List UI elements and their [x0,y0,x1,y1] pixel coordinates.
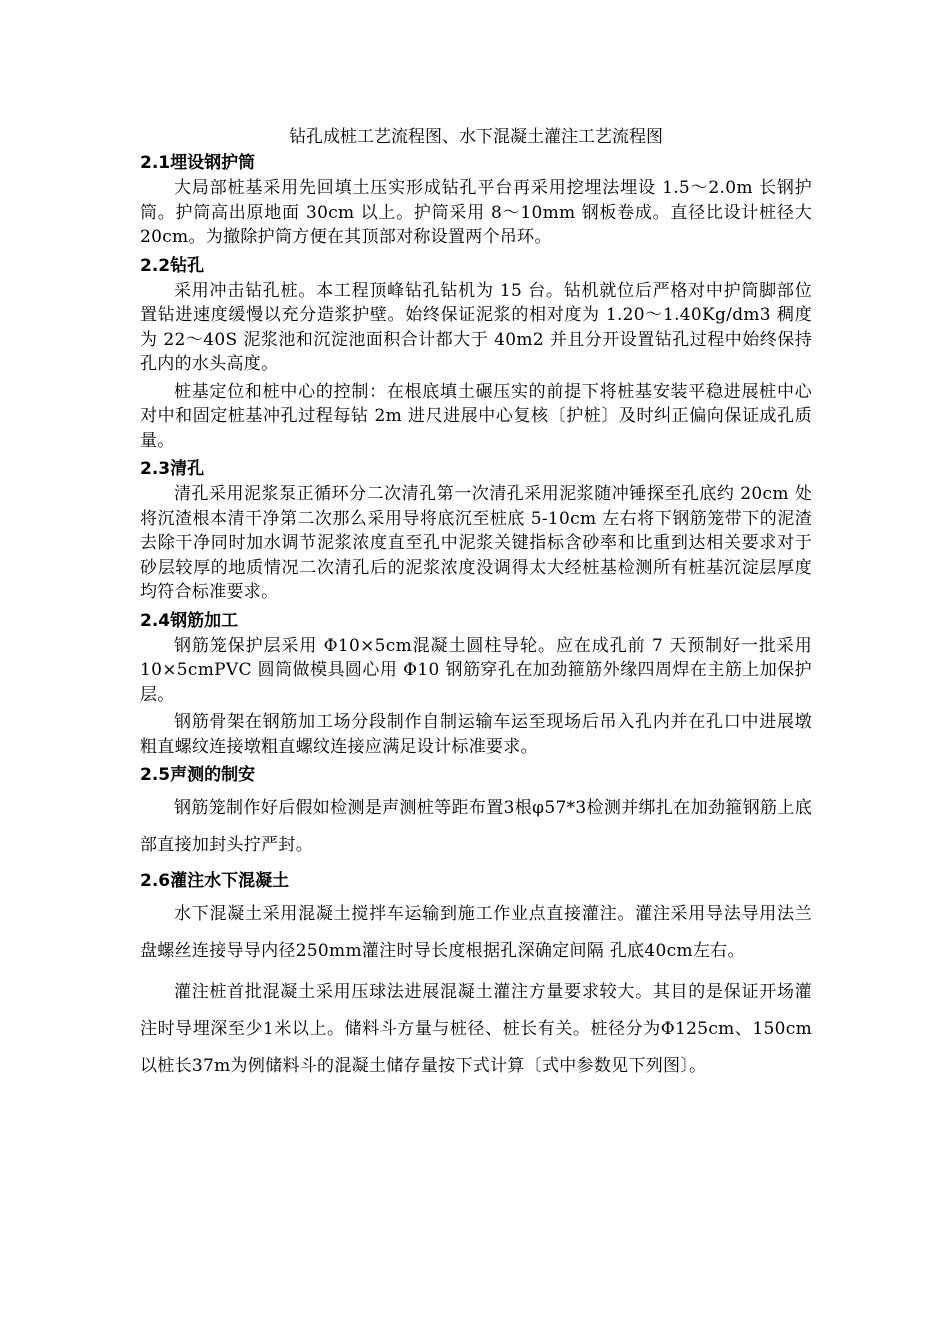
paragraph-2-1-1: 大局部桩基采用先回填土压实形成钻孔平台再采用挖埋法埋设 1.5～2.0m 长钢护筒。护筒高出原地面 30cm 以上。护筒采用 8～10mm 钢板卷成。直径比设计桩径大 20cm。为撤除护筒方便在其顶部对称设置两个吊环。 [140,178,812,247]
paragraph-2-5-1: 钢筋笼制作好后假如检测是声测桩等距布置3根φ57*3检测并绑扎在加劲箍钢筋上底部直接加封头拧严封。 [140,798,812,855]
document-title: 钻孔成桩工艺流程图、水下混凝土灌注工艺流程图 [289,127,663,147]
paragraph-2-6-2: 灌注桩首批混凝土采用压球法进展混凝土灌注方量要求较大。其目的是保证开场灌注时导埋深至少1米以上。储料斗方量与桩径、桩长有关。桩径分为Φ125cm、150cm以桩长37m为例储料斗的混凝土储存量按下式计算〔式中参数见下列图〕。 [140,982,812,1076]
section-heading-2-1: 2.1埋设钢护筒 [140,153,256,173]
section-heading-2-6: 2.6灌注水下混凝土 [140,871,290,891]
paragraph-2-4-2: 钢筋骨架在钢筋加工场分段制作自制运输车运至现场后吊入孔内并在孔口中进展墩粗直螺纹连接墩粗直螺纹连接应满足设计标准要求。 [140,712,812,757]
paragraph-2-3-1: 清孔采用泥浆泵正循环分二次清孔第一次清孔采用泥浆随冲锤探至孔底约 20cm 处将沉渣根本清干净第二次那么采用导将底沉至桩底 5-10cm 左右将下钢筋笼带下的泥渣去除干净同时加水调节泥浆浓度直至孔中泥浆关键指标含砂率和比重到达相关要求对于砂层较厚的地质情况二次清孔后的泥浆浓度没调得太大经桩基检测所有桩基沉淀层厚度均符合标准要求。 [140,484,812,602]
document-page [140,124,812,1089]
paragraph-2-2-1: 采用冲击钻孔桩。本工程顶峰钻孔钻机为 15 台。钻机就位后严格对中护筒脚部位置钻进速度缓慢以充分造浆护壁。始终保证泥浆的相对度为 1.20～1.40Kg/dm3 稠度为 22～40S 泥浆池和沉淀池面积合计都大于 40m2 并且分开设置钻孔过程中始终保持孔内的水头高度。 [140,280,812,374]
section-heading-2-3: 2.3清孔 [140,459,205,479]
paragraph-2-6-1: 水下混凝土采用混凝土搅拌车运输到施工作业点直接灌注。灌注采用导法导用法兰盘螺丝连接导导内径250mm灌注时导长度根据孔深确定间隔 孔底40cm左右。 [140,904,812,961]
paragraph-2-2-2: 桩基定位和桩中心的控制：在根底填土碾压实的前提下将桩基安装平稳进展桩中心对中和固定桩基冲孔过程每钻 2m 进尺进展中心复核〔护桩〕及时纠正偏向保证成孔质量。 [140,381,812,451]
section-heading-2-5: 2.5声测的制安 [140,765,256,785]
section-heading-2-4: 2.4钢筋加工 [140,610,239,631]
paragraph-2-4-1: 钢筋笼保护层采用 Φ10×5cm混凝土圆柱导轮。应在成孔前 7 天预制好一批采用 10×5cmPVC 圆筒做模具圆心用 Φ10 钢筋穿孔在加劲箍筋外缘四周焊在主筋上加保护层。 [140,635,812,705]
section-heading-2-2: 2.2钻孔 [140,255,205,276]
